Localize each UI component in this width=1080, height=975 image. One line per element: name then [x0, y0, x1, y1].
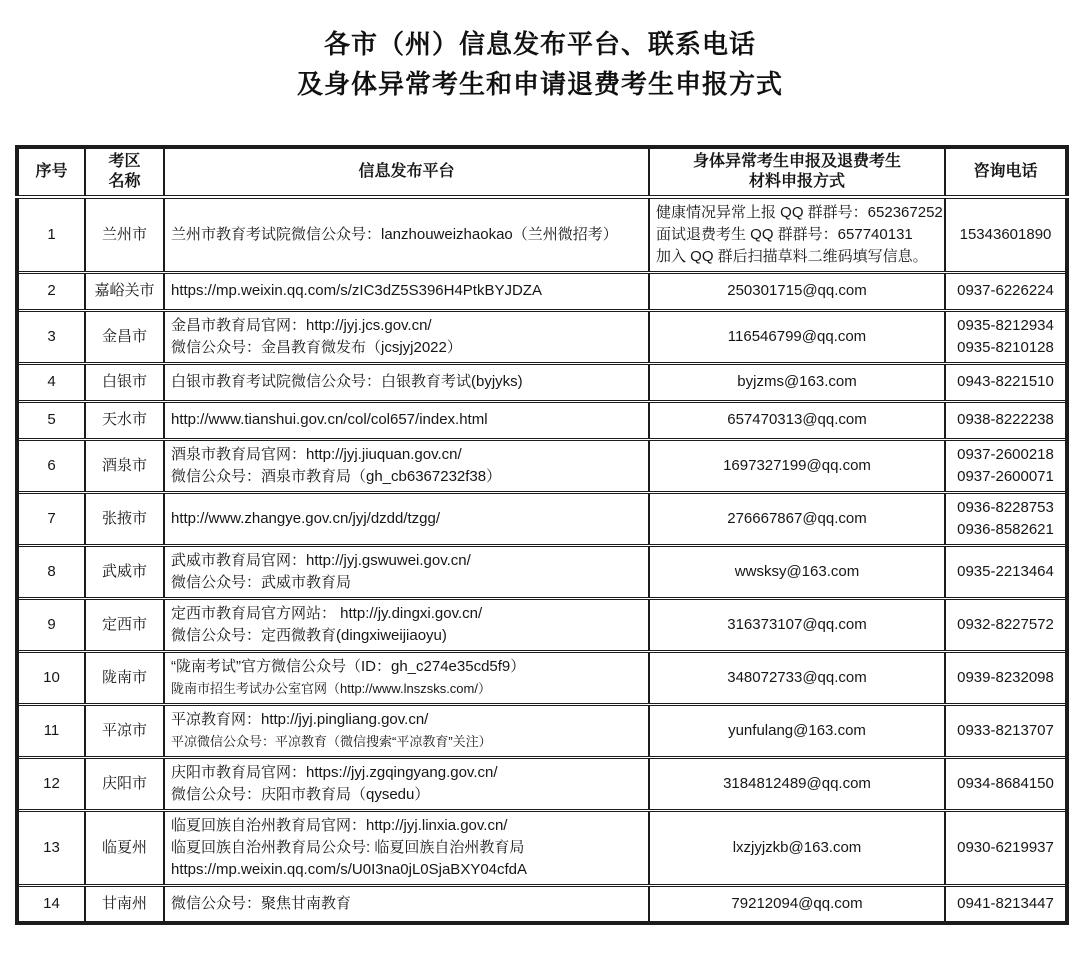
cell-method — [649, 810, 945, 885]
cell-serial-number-line: 9 — [47, 615, 56, 633]
cell-phone-line: 0937-2600071 — [957, 467, 1054, 485]
cell-exam-area-line: 张掖市 — [101, 509, 147, 527]
cell-method-line: 1697327199@qq.com — [723, 456, 871, 474]
cell-method-line: yunfulang@163.com — [728, 721, 866, 739]
cell-platform — [164, 545, 649, 598]
cell-exam-area — [85, 492, 164, 545]
cell-phone — [945, 651, 1067, 704]
cell-platform — [164, 492, 649, 545]
table-body — [17, 197, 1067, 924]
cell-phone-line: 0937-6226224 — [957, 282, 1054, 300]
cell-method — [649, 310, 945, 363]
cell-serial-number-line: 1 — [47, 225, 56, 243]
header-platform: 信息发布平台 — [164, 147, 649, 197]
cell-phone-line: 0936-8582621 — [957, 520, 1054, 538]
cell-exam-area — [85, 310, 164, 363]
cell-platform — [164, 401, 649, 439]
cell-exam-area-line: 平凉市 — [101, 721, 147, 739]
cell-phone-line: 15343601890 — [959, 225, 1052, 243]
cell-exam-area — [85, 197, 164, 273]
cell-serial-number — [17, 598, 85, 651]
cell-serial-number-line: 2 — [47, 282, 56, 300]
cell-method — [649, 272, 945, 310]
cell-method — [649, 598, 945, 651]
header-method: 身体异常考生申报及退费考生 材料申报方式 — [649, 147, 945, 197]
cell-exam-area — [85, 363, 164, 401]
cell-exam-area — [85, 757, 164, 810]
cell-exam-area-line: 临夏州 — [101, 838, 147, 856]
cell-phone-line: 0930-6219937 — [957, 838, 1054, 856]
cell-phone — [945, 492, 1067, 545]
table-row — [17, 272, 1067, 310]
table-row — [17, 885, 1067, 923]
cell-platform-line: https://mp.weixin.qq.com/s/U0I3na0jL0SjaBXY04cfdA — [171, 860, 528, 878]
cell-method — [649, 885, 945, 923]
cell-platform-line: 微信公众号：聚焦甘南教育 — [171, 894, 352, 912]
cell-phone — [945, 272, 1067, 310]
cell-exam-area-line: 天水市 — [101, 411, 147, 429]
table-row — [17, 197, 1067, 273]
cell-method — [649, 545, 945, 598]
cell-exam-area — [85, 401, 164, 439]
cell-serial-number-line: 4 — [47, 373, 56, 391]
cell-serial-number-line: 11 — [43, 721, 60, 739]
cell-phone-line: 0935-8212934 — [957, 316, 1054, 334]
cell-serial-number — [17, 704, 85, 757]
cell-method — [649, 363, 945, 401]
cell-phone — [945, 757, 1067, 810]
cell-exam-area — [85, 272, 164, 310]
cell-platform-line: 平凉教育网：http://jyj.pingliang.gov.cn/ — [171, 710, 429, 728]
cell-method-line: 116546799@qq.com — [727, 327, 867, 345]
cell-exam-area-line: 兰州市 — [101, 225, 147, 243]
cell-platform-line: 微信公众号：定西微教育(dingxiweijiaoyu) — [171, 626, 447, 644]
cell-exam-area-line: 白银市 — [101, 373, 147, 391]
cell-method-line: wwsksy@163.com — [734, 562, 860, 580]
cell-method — [649, 401, 945, 439]
document-title — [0, 0, 1080, 105]
cell-method — [649, 197, 945, 273]
cell-exam-area-line: 酒泉市 — [101, 456, 147, 474]
cell-phone — [945, 545, 1067, 598]
table-header — [17, 147, 1067, 197]
cell-method-line: 加入 QQ 群后扫描草料二维码填写信息。 — [656, 247, 928, 265]
cell-platform — [164, 651, 649, 704]
cell-platform-line: 兰州市教育考试院微信公众号：lanzhouweizhaokao（兰州微招考） — [171, 225, 618, 243]
cell-platform-line: http://www.zhangye.gov.cn/jyj/dzdd/tzgg/ — [171, 509, 441, 527]
cell-serial-number-line: 5 — [47, 411, 56, 429]
cell-exam-area-line: 陇南市 — [101, 668, 147, 686]
cell-platform-line: 定西市教育局官方网站： http://jy.dingxi.gov.cn/ — [171, 604, 483, 622]
cell-serial-number-line: 8 — [47, 562, 56, 580]
cell-platform — [164, 272, 649, 310]
info-table — [15, 145, 1069, 926]
cell-platform-line: 临夏回族自治州教育局官网：http://jyj.linxia.gov.cn/ — [171, 816, 508, 834]
cell-platform-line: 金昌市教育局官网：http://jyj.jcs.gov.cn/ — [171, 316, 432, 334]
cell-exam-area-line: 嘉峪关市 — [94, 282, 155, 300]
table-row — [17, 704, 1067, 757]
table-row — [17, 810, 1067, 885]
cell-serial-number-line: 7 — [47, 509, 56, 527]
cell-serial-number-line: 12 — [43, 774, 60, 792]
cell-platform — [164, 757, 649, 810]
cell-serial-number — [17, 197, 85, 273]
cell-phone-line: 0933-8213707 — [957, 721, 1054, 739]
table-row — [17, 492, 1067, 545]
cell-serial-number — [17, 439, 85, 492]
cell-method-line: lxzjyjzkb@163.com — [732, 838, 862, 856]
cell-exam-area — [85, 545, 164, 598]
cell-phone-line: 0932-8227572 — [957, 615, 1054, 633]
cell-method-line: 657470313@qq.com — [727, 411, 867, 429]
cell-serial-number-line: 14 — [43, 894, 60, 912]
cell-serial-number-line: 6 — [47, 456, 56, 474]
cell-method — [649, 704, 945, 757]
cell-platform — [164, 704, 649, 757]
cell-method-line: 250301715@qq.com — [727, 282, 867, 300]
cell-phone-line: 0935-8210128 — [957, 338, 1054, 356]
cell-serial-number — [17, 492, 85, 545]
cell-platform — [164, 439, 649, 492]
cell-platform-line: 平凉微信公众号：平凉教育（微信搜索“平凉教育”关注） — [171, 733, 492, 749]
cell-serial-number — [17, 545, 85, 598]
cell-exam-area-line: 庆阳市 — [101, 774, 147, 792]
cell-platform — [164, 310, 649, 363]
title-line-2: 及身体异常考生和申请退费考生申报方式 — [296, 69, 783, 100]
cell-platform-line: 酒泉市教育局官网：http://jyj.jiuquan.gov.cn/ — [171, 445, 462, 463]
cell-platform — [164, 885, 649, 923]
cell-phone — [945, 439, 1067, 492]
cell-phone-line: 0935-2213464 — [957, 562, 1054, 580]
cell-phone-line: 0936-8228753 — [957, 498, 1054, 516]
cell-platform-line: 临夏回族自治州教育局公众号: 临夏回族自治州教育局 — [171, 838, 525, 856]
cell-phone — [945, 704, 1067, 757]
cell-platform — [164, 197, 649, 273]
cell-method-line: byjzms@163.com — [737, 373, 857, 391]
title-line-1: 各市（州）信息发布平台、联系电话 — [323, 29, 756, 59]
cell-exam-area-line: 金昌市 — [101, 327, 147, 345]
header-area: 考区 名称 — [85, 147, 164, 197]
cell-method-line: 面试退费考生 QQ 群群号：657740131 — [656, 225, 913, 243]
cell-method — [649, 757, 945, 810]
table-row — [17, 651, 1067, 704]
table-row — [17, 545, 1067, 598]
cell-phone-line: 0937-2600218 — [957, 445, 1054, 463]
cell-method-line: 3184812489@qq.com — [723, 774, 871, 792]
table-row — [17, 310, 1067, 363]
cell-phone-line: 0938-8222238 — [957, 411, 1054, 429]
cell-exam-area — [85, 598, 164, 651]
cell-phone — [945, 885, 1067, 923]
header-phone: 咨询电话 — [945, 147, 1067, 197]
cell-serial-number — [17, 651, 85, 704]
cell-exam-area — [85, 885, 164, 923]
cell-platform-line: 微信公众号：酒泉市教育局（gh_cb6367232f38） — [171, 467, 502, 485]
cell-platform-line: http://www.tianshui.gov.cn/col/col657/index.html — [171, 411, 488, 429]
cell-exam-area-line: 甘南州 — [101, 894, 147, 912]
cell-platform-line: 白银市教育考试院微信公众号：白银教育考试(byjyks) — [171, 373, 523, 391]
cell-phone — [945, 810, 1067, 885]
header-no: 序号 — [17, 147, 85, 197]
cell-exam-area — [85, 704, 164, 757]
cell-serial-number — [17, 272, 85, 310]
cell-phone — [945, 363, 1067, 401]
cell-method-line: 276667867@qq.com — [727, 509, 867, 527]
cell-exam-area — [85, 439, 164, 492]
table-row — [17, 363, 1067, 401]
cell-method-line: 79212094@qq.com — [731, 894, 863, 912]
cell-serial-number — [17, 757, 85, 810]
table-row — [17, 757, 1067, 810]
cell-phone-line: 0941-8213447 — [957, 894, 1054, 912]
cell-method-line: 348072733@qq.com — [727, 668, 867, 686]
cell-platform-line: https://mp.weixin.qq.com/s/zIC3dZ5S396H4PtkBYJDZA — [171, 282, 542, 300]
cell-exam-area — [85, 810, 164, 885]
cell-platform — [164, 598, 649, 651]
cell-phone-line: 0934-8684150 — [957, 774, 1054, 792]
cell-platform-line: 微信公众号：庆阳市教育局（qysedu） — [171, 785, 430, 803]
cell-method-line: 健康情况异常上报 QQ 群群号：652367252 — [656, 203, 943, 221]
cell-platform-line: 陇南市招生考试办公室官网（http://www.lnszsks.com/） — [171, 680, 491, 696]
cell-phone-line: 0943-8221510 — [957, 373, 1054, 391]
table-row — [17, 401, 1067, 439]
cell-method — [649, 651, 945, 704]
cell-platform — [164, 363, 649, 401]
cell-method-line: 316373107@qq.com — [727, 615, 867, 633]
cell-phone — [945, 401, 1067, 439]
cell-serial-number — [17, 401, 85, 439]
cell-method — [649, 492, 945, 545]
cell-serial-number — [17, 885, 85, 923]
header-row — [17, 147, 1067, 197]
table-row — [17, 439, 1067, 492]
cell-method — [649, 439, 945, 492]
cell-phone — [945, 310, 1067, 363]
cell-serial-number — [17, 363, 85, 401]
cell-serial-number — [17, 810, 85, 885]
cell-phone — [945, 197, 1067, 273]
cell-serial-number-line: 10 — [43, 668, 60, 686]
cell-phone — [945, 598, 1067, 651]
cell-platform-line: 庆阳市教育局官网：https://jyj.zgqingyang.gov.cn/ — [171, 763, 498, 781]
cell-exam-area-line: 定西市 — [101, 615, 147, 633]
table-row — [17, 598, 1067, 651]
cell-platform-line: 微信公众号：金昌教育微发布（jcsjyj2022） — [171, 338, 462, 356]
cell-serial-number — [17, 310, 85, 363]
cell-exam-area-line: 武威市 — [101, 562, 147, 580]
cell-platform-line: 微信公众号：武威市教育局 — [171, 573, 352, 591]
cell-phone-line: 0939-8232098 — [957, 668, 1054, 686]
cell-platform-line: “陇南考试”官方微信公众号（ID：gh_c274e35cd5f9） — [171, 657, 526, 675]
cell-exam-area — [85, 651, 164, 704]
cell-serial-number-line: 13 — [43, 838, 60, 856]
cell-platform-line: 武威市教育局官网：http://jyj.gswuwei.gov.cn/ — [171, 551, 471, 569]
cell-serial-number-line: 3 — [47, 327, 56, 345]
cell-platform — [164, 810, 649, 885]
